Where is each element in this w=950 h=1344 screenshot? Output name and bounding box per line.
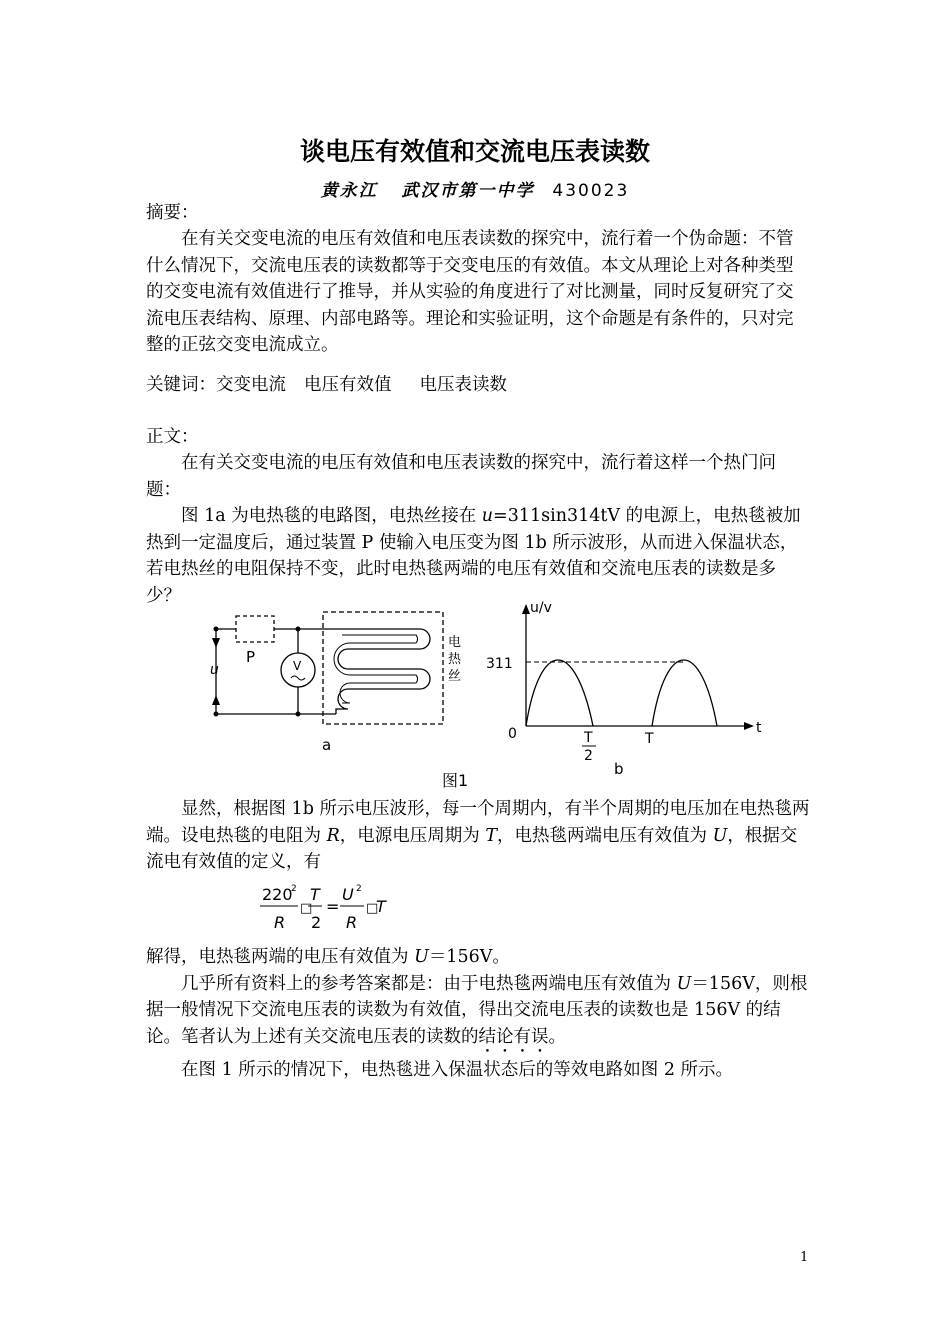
paragraph: 在有关交变电流的电压有效值和电压表读数的探究中，流行着这样一个热门问题： bbox=[146, 453, 776, 500]
figure-caption: 图1 bbox=[442, 771, 469, 790]
t-axis-label: t bbox=[756, 720, 762, 736]
page-title: 谈电压有效值和交流电压表读数 bbox=[299, 137, 650, 166]
voltmeter-label: V bbox=[293, 659, 302, 673]
main-label: 正文： bbox=[146, 427, 199, 447]
keywords-label: 关键词： bbox=[146, 375, 216, 395]
rms-formula bbox=[258, 880, 398, 936]
paragraph: 解得，电热毯两端的电压有效值为 U＝156V。 bbox=[146, 947, 510, 967]
emphasized-text: 结论有误 bbox=[478, 1026, 549, 1047]
postal-code: 430023 bbox=[552, 181, 630, 201]
paragraph: 几乎所有资料上的参考答案都是：由于电热毯两端电压有效值为 U＝156V，则根据一般情况下交流电压表的读数为有效值，得出交流电压表的读数也是 156V 的结论。笔者认为上述有关交流电压表的读数的结论有误。 bbox=[146, 973, 808, 1047]
p-label: P bbox=[246, 648, 256, 666]
heater-label-3: 丝 bbox=[448, 669, 462, 684]
svg-text:□: □ bbox=[300, 901, 313, 916]
origin-label: 0 bbox=[508, 726, 517, 742]
main-section-part1 bbox=[146, 450, 810, 609]
svg-text:220: 220 bbox=[262, 885, 293, 904]
u-label: u bbox=[210, 662, 219, 678]
period-label: T bbox=[645, 731, 654, 747]
svg-text:=: = bbox=[326, 897, 340, 916]
keyword-item: 电压有效值 bbox=[304, 375, 392, 395]
keyword-item: 电压表读数 bbox=[419, 375, 507, 395]
svg-text:2: 2 bbox=[311, 913, 322, 932]
main-section-part2 bbox=[146, 796, 810, 876]
figure-1 bbox=[190, 598, 780, 794]
svg-text:2: 2 bbox=[356, 884, 362, 894]
page-number: 1 bbox=[800, 1250, 809, 1265]
paragraph: 显然，根据图 1b 所示电压波形，每一个周期内，有半个周期的电压加在电热毯两端。设电热毯的电阻为 R，电源电压周期为 T，电热毯两端电压有效值为 U，根据交流电有效值的定义，有 bbox=[146, 799, 810, 872]
author-affiliation: 武汉市第一中学 bbox=[401, 181, 535, 201]
author-name: 黄永江 bbox=[320, 181, 378, 201]
svg-text:R: R bbox=[274, 913, 286, 932]
heater-label-1: 电 bbox=[448, 635, 462, 650]
svg-text:T: T bbox=[310, 885, 320, 904]
svg-text:T: T bbox=[376, 897, 386, 916]
keywords-line bbox=[146, 372, 525, 399]
heater-label-2: 热 bbox=[448, 652, 462, 667]
abstract-text: 在有关交变电流的电压有效值和电压表读数的探究中，流行着一个伪命题：不管什么情况下，交流电压表的读数都等于交变电压的有效值。本文从理论上对各种类型的交变电流有效值进行了推导，并从实验的角度进行了对比测量，同时反复研究了交流电压表结构、原理、内部电路等。理论和实验证明，这个命题是有条件的，只对完整的正弦交变电流成立。 bbox=[146, 229, 794, 355]
abstract-label: 摘要： bbox=[146, 203, 199, 223]
figure-b-label: b bbox=[614, 760, 624, 778]
half-period-denominator: 2 bbox=[584, 748, 593, 764]
paragraph: 在图 1 所示的情况下，电热毯进入保温状态后的等效电路如图 2 所示。 bbox=[181, 1059, 734, 1080]
svg-text:□: □ bbox=[366, 901, 379, 916]
problem-paragraph: 图 1a 为电热毯的电路图，电热丝接在 u=311sin314tV 的电源上，电热毯被加热到一定温度后，通过装置 P 使输入电压变为图 1b 所示波形，从而进入保温状态，若电热丝的电阻保持不变，此时电热毯两端的电压有效值和交流电压表的读数是多少？ bbox=[146, 506, 801, 606]
y-axis-label: u/v bbox=[530, 600, 552, 616]
svg-text:R: R bbox=[346, 913, 358, 932]
keyword-item: 交变电流 bbox=[216, 375, 286, 395]
abstract-section bbox=[146, 226, 810, 359]
author-line bbox=[0, 176, 950, 201]
svg-text:2: 2 bbox=[291, 884, 297, 894]
half-period-numerator: T bbox=[584, 730, 593, 746]
peak-value: 311 bbox=[486, 656, 513, 672]
main-section-part3 bbox=[146, 944, 810, 1083]
figure-a-label: a bbox=[322, 736, 332, 754]
svg-text:U: U bbox=[342, 885, 354, 904]
